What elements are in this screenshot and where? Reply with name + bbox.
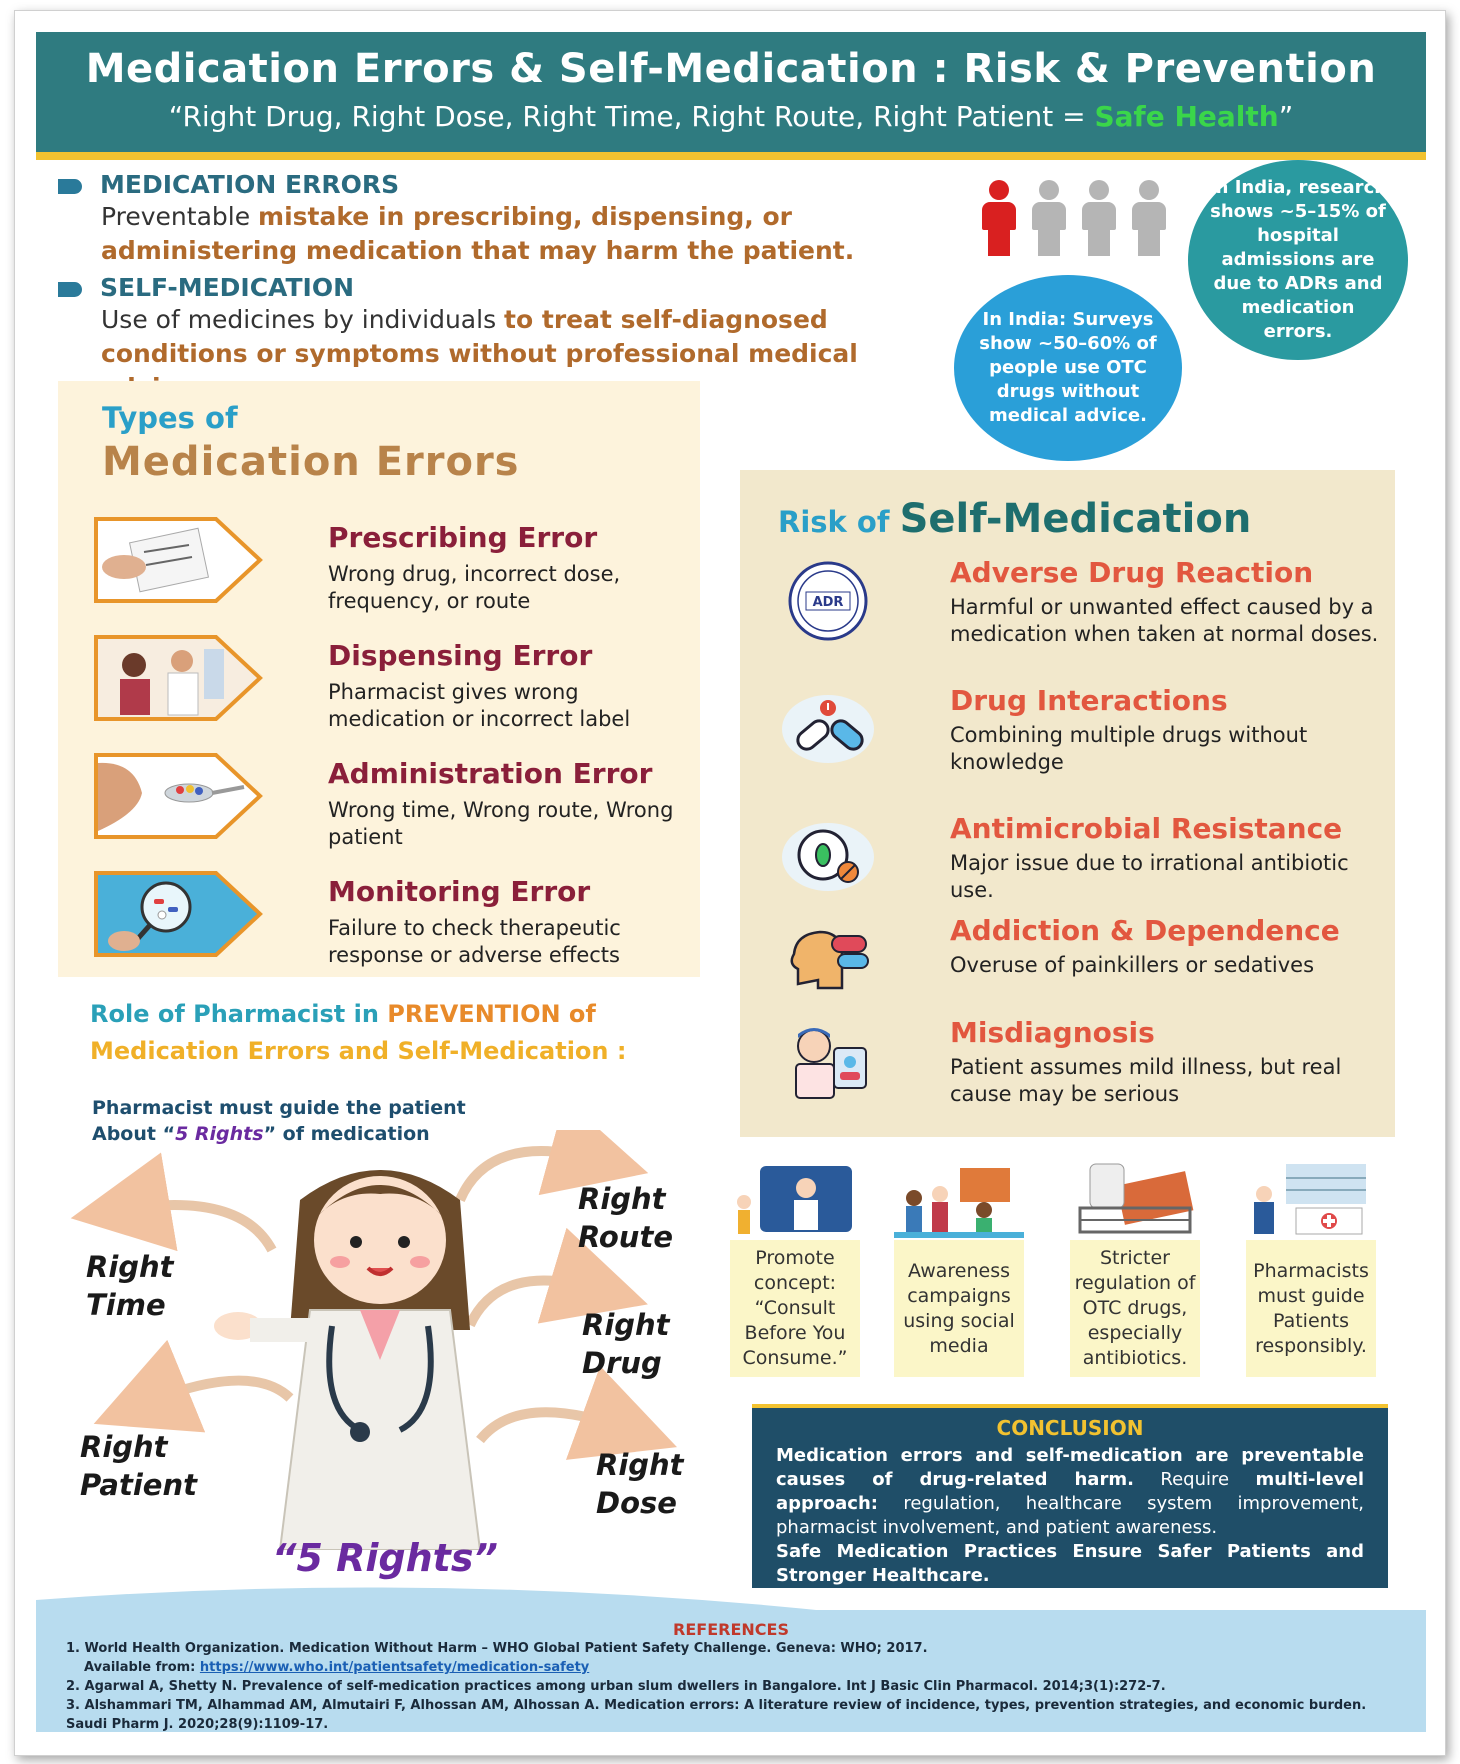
error-title: Prescribing Error <box>328 521 598 554</box>
role-heading-line2: Medication Errors and Self-Medication : <box>90 1037 627 1065</box>
med-errors-title: MEDICATION ERRORS <box>100 170 400 199</box>
guide-five-rights: 5 Rights <box>175 1123 264 1145</box>
risk-desc: Harmful or unwanted effect caused by a medication when taken at normal doses. <box>950 595 1379 646</box>
bullet-marker-icon <box>58 179 82 194</box>
arrow-curve-icon <box>140 1381 290 1405</box>
right-word: Right <box>86 1250 174 1284</box>
conclusion-bold: multi-level approach: <box>776 1469 1364 1514</box>
risk-title: Drug Interactions <box>950 684 1228 717</box>
role-text: Role of Pharmacist in <box>90 1000 388 1028</box>
role-prevention: PREVENTION <box>387 1000 561 1028</box>
strategy-card-regulation <box>1070 1240 1200 1377</box>
error-title: Monitoring Error <box>328 875 591 908</box>
poster-header <box>36 32 1426 160</box>
adr-badge-text: ADR <box>812 595 844 610</box>
drug-interaction-icon <box>778 684 878 774</box>
error-item-prescribing <box>94 517 694 617</box>
right-word: Right <box>80 1430 168 1464</box>
risk-title: Adverse Drug Reaction <box>950 556 1314 589</box>
right-drug-word: Drug <box>582 1346 662 1380</box>
pharmacist-counter-icon <box>94 635 264 721</box>
pharmacy-counter-icon <box>1246 1158 1376 1240</box>
head-pills-icon <box>778 914 878 1004</box>
risk-desc: Overuse of painkillers or sedatives <box>950 953 1315 977</box>
arrow-curve-icon <box>120 1205 272 1250</box>
risk-title: Addiction & Dependence <box>950 914 1340 947</box>
error-item-dispensing <box>94 635 694 735</box>
risk-title: Misdiagnosis <box>950 1016 1155 1049</box>
error-desc: Pharmacist gives wrong medication or incorrect label <box>328 680 631 731</box>
strategy-text: Awareness campaigns using social media <box>903 1259 1015 1357</box>
right-time-word: Time <box>86 1288 166 1322</box>
risk-desc: Major issue due to irrational antibiotic use. <box>950 851 1349 902</box>
arrow-curve-icon <box>470 1281 600 1325</box>
adr-badge-icon <box>778 556 878 646</box>
strategy-text: Promote concept: “Consult Before You Consume.” <box>742 1247 848 1369</box>
people-icon-group <box>978 180 1173 260</box>
risk-of-self-medication-panel <box>740 470 1395 1137</box>
error-desc: Failure to check therapeutic response or adverse effects <box>328 916 621 967</box>
spoon-pills-icon <box>94 753 264 839</box>
right-time-label <box>86 1248 174 1324</box>
guide-of-medication: ” of medication <box>263 1123 430 1145</box>
person-gray-icon <box>1078 180 1120 256</box>
reference-1: 1. World Health Organization. Medication Without Harm – WHO Global Patient Safety Challenge. Geneva: WHO; 2017. <box>66 1641 928 1656</box>
error-title: Administration Error <box>328 757 653 790</box>
right-dose-label <box>596 1446 684 1522</box>
def-bold: mistake in prescribing, dispensing, or administering medication that may harm the patient. <box>101 202 855 265</box>
conclusion-bold: Medication errors and self-medication are preventable causes of drug-related harm. <box>776 1445 1364 1490</box>
patient-diagnosis-icon <box>778 1016 878 1106</box>
reference-3: 3. Alshammari TM, Alhammad AM, Almutairi F, Alhossan AM, Alhossan A. Medication errors: A literature review of incidence, types, prevention strategies, and economic burden. Saudi Pharm J. 2020;28(9):1109-17. <box>66 1698 1367 1732</box>
subtitle-text: “Right Drug, Right Dose, Right Time, Right Route, Right Patient = <box>168 100 1095 133</box>
def-bold: to treat self-diagnosed conditions or symptoms without professional medical <box>101 305 858 368</box>
bullet-marker-icon <box>58 282 82 297</box>
campaign-crowd-icon <box>894 1158 1024 1240</box>
strategy-card-consult <box>730 1240 860 1377</box>
risk-heading-large: Self-Medication <box>899 496 1252 542</box>
stat-circle-adr <box>1188 160 1408 360</box>
self-med-title: SELF-MEDICATION <box>100 273 354 302</box>
med-errors-heading <box>58 170 399 199</box>
risk-heading <box>778 496 1251 542</box>
role-heading-line1 <box>90 1000 596 1028</box>
guide-line1: Pharmacist must guide the patient <box>92 1097 466 1119</box>
types-of-errors-panel <box>58 381 700 977</box>
magnifier-pills-icon <box>94 871 264 957</box>
risk-title: Antimicrobial Resistance <box>950 812 1343 845</box>
poster-title: Medication Errors & Self-Medication : Risk & Prevention <box>85 46 1377 92</box>
med-errors-definition <box>101 200 961 268</box>
reference-available: Available from: <box>84 1660 200 1675</box>
stat-adr-text: In India, research shows ~5–15% of hospital admissions are due to ADRs and medication errors. <box>1208 177 1388 342</box>
right-patient-word: Patient <box>80 1468 197 1502</box>
prescription-pen-icon <box>94 517 264 603</box>
types-heading-large: Medication Errors <box>102 439 520 485</box>
bacteria-pill-icon <box>778 812 878 902</box>
strategy-text: Stricter regulation of OTC drugs, especially antibiotics. <box>1074 1247 1196 1369</box>
references-section <box>36 1610 1426 1732</box>
five-rights-caption: “5 Rights” <box>272 1536 498 1580</box>
types-heading-small: Types of <box>102 401 238 435</box>
error-desc: Wrong drug, incorrect dose, frequency, or route <box>328 562 621 613</box>
person-gray-icon <box>1128 180 1170 256</box>
subtitle-highlight: Safe Health <box>1094 100 1279 133</box>
person-red-icon <box>978 180 1020 256</box>
self-med-heading <box>58 273 354 302</box>
risk-desc: Patient assumes mild illness, but real cause may be serious <box>950 1055 1342 1106</box>
guide-about: About “ <box>92 1123 176 1145</box>
right-patient-label <box>80 1428 197 1504</box>
conclusion-tagline: Safe Medication Practices Ensure Safer Patients and Stronger Healthcare. <box>776 1541 1364 1586</box>
right-word: Right <box>596 1448 684 1482</box>
right-route-label <box>578 1180 673 1256</box>
medicine-cart-icon <box>1070 1158 1200 1240</box>
doctor-screen-icon <box>730 1158 860 1240</box>
right-dose-word: Dose <box>596 1486 677 1520</box>
conclusion-text: Require <box>1133 1469 1256 1490</box>
stat-circle-otc <box>954 275 1182 461</box>
reference-2: 2. Agarwal A, Shetty N. Prevalence of self-medication practices among urban slum dwellers in Bangalore. Int J Basic Clin Pharmacol. 2014;3(1):272-7. <box>66 1679 1166 1694</box>
right-word: Right <box>582 1308 670 1342</box>
error-item-monitoring <box>94 871 694 971</box>
role-of: of <box>560 1000 596 1028</box>
risk-heading-small: Risk of <box>778 505 890 539</box>
risk-desc: Combining multiple drugs without knowledge <box>950 723 1308 774</box>
right-word: Right <box>578 1182 666 1216</box>
right-route-word: Route <box>578 1220 673 1254</box>
error-title: Dispensing Error <box>328 639 593 672</box>
def-plain: Use of medicines by individuals <box>101 305 505 334</box>
references-title: REFERENCES <box>673 1620 789 1639</box>
error-item-administration <box>94 753 694 853</box>
person-gray-icon <box>1028 180 1070 256</box>
arrow-curve-icon <box>480 1412 630 1440</box>
subtitle-end: ” <box>1278 100 1294 133</box>
who-link[interactable]: https://www.who.int/patientsafety/medication-safety <box>199 1660 590 1675</box>
strategy-text: Pharmacists must guide Patients responsibly. <box>1253 1259 1369 1357</box>
error-desc: Wrong time, Wrong route, Wrong patient <box>328 798 674 849</box>
def-plain: Preventable <box>101 202 259 231</box>
conclusion-text: regulation, healthcare system improvement, pharmacist involvement, and patient awareness. <box>776 1493 1364 1538</box>
poster-subtitle <box>36 100 1426 133</box>
stat-otc-text: In India: Surveys show ~50–60% of people use OTC drugs without medical advice. <box>979 309 1157 426</box>
strategy-card-guide <box>1246 1240 1376 1377</box>
reference-1-link-line <box>36 1658 1426 1677</box>
right-drug-label <box>582 1306 670 1382</box>
conclusion-title: CONCLUSION <box>996 1416 1144 1440</box>
strategy-card-awareness <box>894 1240 1024 1377</box>
